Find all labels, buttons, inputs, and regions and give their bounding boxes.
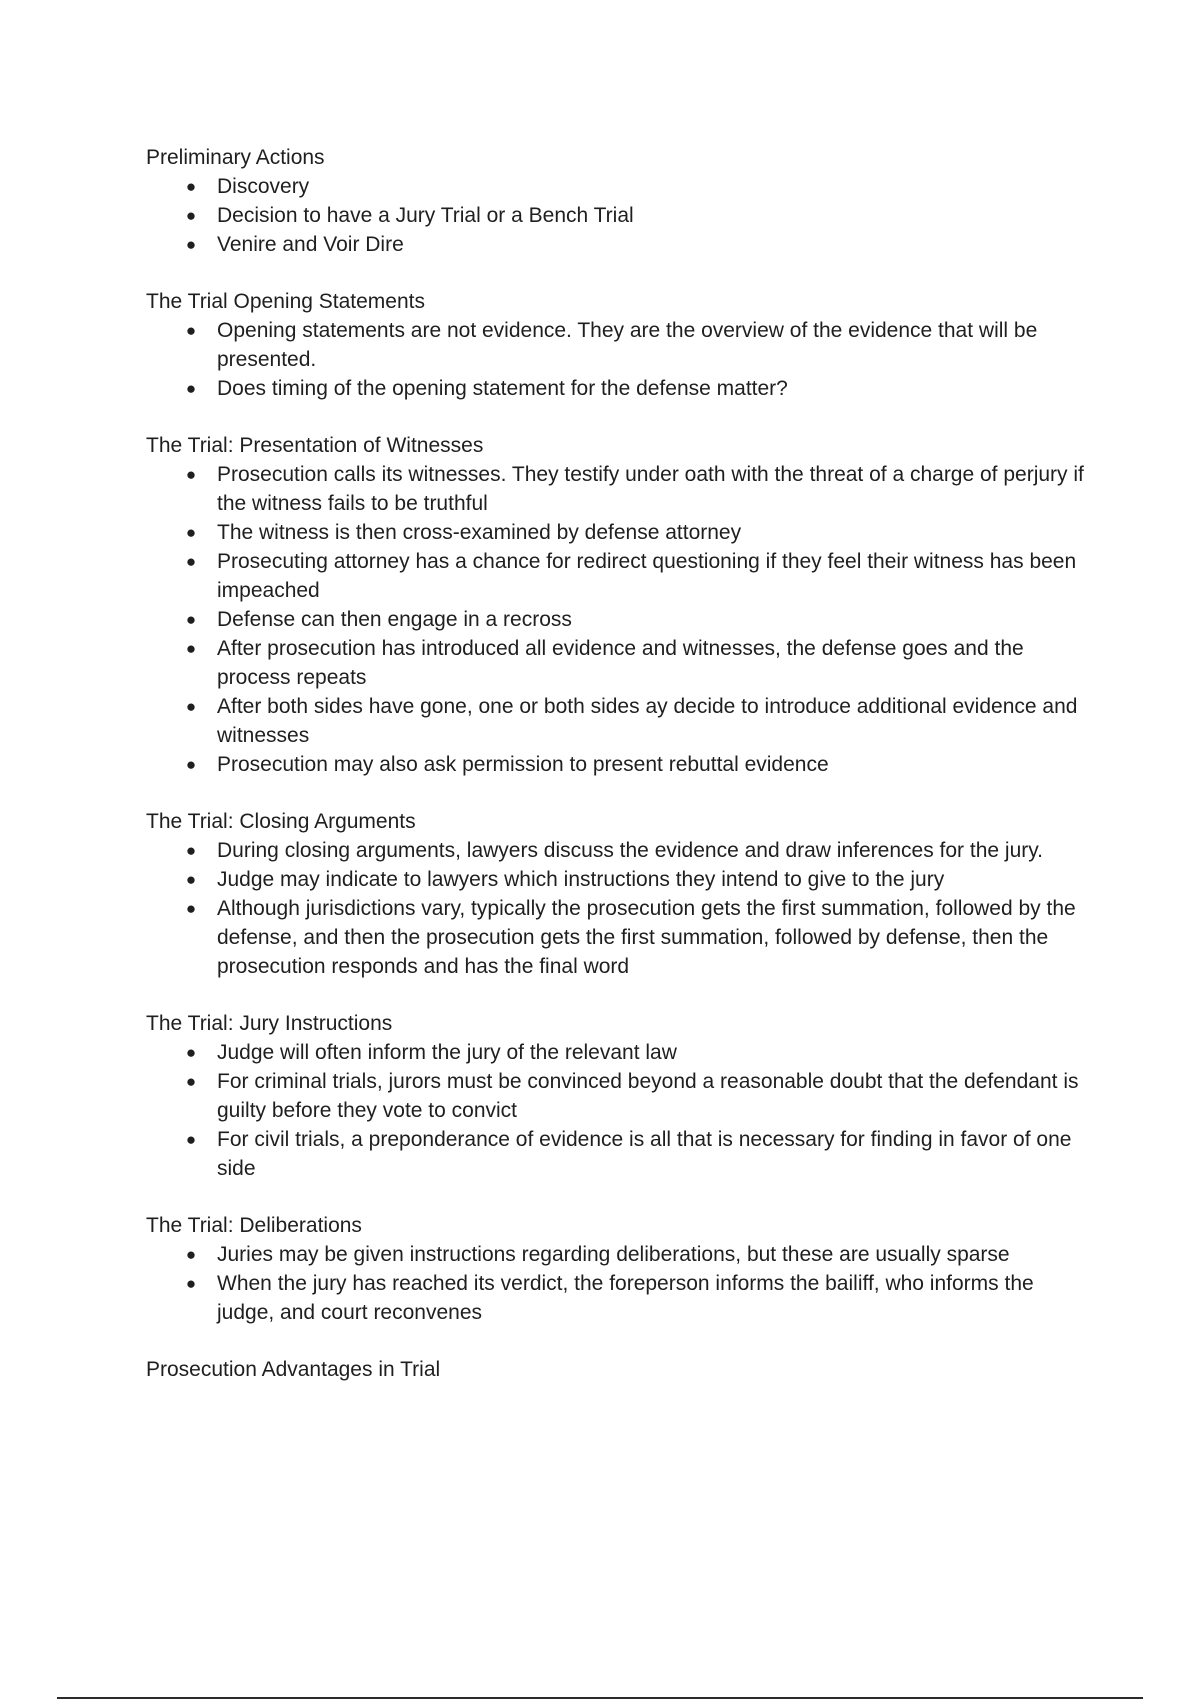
- document-page: [146, 143, 1096, 1412]
- list-item: [185, 865, 1096, 894]
- list-item-text: After both sides have gone, one or both sides ay decide to introduce additional evidence and witnesses: [217, 695, 1078, 747]
- list-item: [185, 1067, 1096, 1125]
- list-item-text: Does timing of the opening statement for the defense matter?: [217, 377, 788, 400]
- section-heading: Prosecution Advantages in Trial: [146, 1358, 441, 1381]
- list-item: [185, 1240, 1096, 1269]
- bullet-icon: ●: [185, 321, 197, 340]
- list-item: [185, 374, 1096, 403]
- list-item-text: For criminal trials, jurors must be convinced beyond a reasonable doubt that the defendant is guilty before they vote to convict: [217, 1070, 1079, 1122]
- list-item: [185, 894, 1096, 981]
- bullet-icon: ●: [185, 379, 197, 398]
- page-bottom-rule: [57, 1697, 1143, 1699]
- list-item: [185, 547, 1096, 605]
- section-jury-instructions: [146, 1009, 1096, 1183]
- list-item: [185, 316, 1096, 374]
- bullet-list: [146, 836, 1096, 981]
- bullet-icon: ●: [185, 1245, 197, 1264]
- bullet-icon: ●: [185, 523, 197, 542]
- section-heading: The Trial Opening Statements: [146, 290, 425, 313]
- bullet-list: [146, 172, 1096, 259]
- list-item-text: Prosecuting attorney has a chance for redirect questioning if they feel their witness has been impeached: [217, 550, 1077, 602]
- section-prosecution-advantages: [146, 1355, 1096, 1384]
- bullet-icon: ●: [185, 1130, 197, 1149]
- bullet-icon: ●: [185, 697, 197, 716]
- section-heading: The Trial: Presentation of Witnesses: [146, 434, 484, 457]
- list-item-text: Prosecution calls its witnesses. They testify under oath with the threat of a charge of perjury if the witness fails to be truthful: [217, 463, 1084, 515]
- list-item: [185, 518, 1096, 547]
- bullet-icon: ●: [185, 177, 197, 196]
- list-item: [185, 1269, 1096, 1327]
- section-heading: The Trial: Closing Arguments: [146, 810, 416, 833]
- bullet-icon: ●: [185, 235, 197, 254]
- list-item-text: The witness is then cross-examined by defense attorney: [217, 521, 742, 544]
- bullet-list: [146, 316, 1096, 403]
- section-deliberations: [146, 1211, 1096, 1327]
- list-item-text: Decision to have a Jury Trial or a Bench Trial: [217, 204, 634, 227]
- list-item: [185, 1038, 1096, 1067]
- section-opening-statements: [146, 287, 1096, 403]
- list-item-text: Judge may indicate to lawyers which instructions they intend to give to the jury: [217, 868, 945, 891]
- list-item: [185, 201, 1096, 230]
- list-item-text: Discovery: [217, 175, 310, 198]
- bullet-list: [146, 1038, 1096, 1183]
- bullet-icon: ●: [185, 1072, 197, 1091]
- bullet-list: [146, 1240, 1096, 1327]
- section-presentation-of-witnesses: [146, 431, 1096, 779]
- bullet-icon: ●: [185, 870, 197, 889]
- list-item-text: Judge will often inform the jury of the relevant law: [217, 1041, 677, 1064]
- list-item: [185, 230, 1096, 259]
- bullet-icon: ●: [185, 1043, 197, 1062]
- list-item: [185, 750, 1096, 779]
- list-item: [185, 836, 1096, 865]
- list-item-text: Although jurisdictions vary, typically the prosecution gets the first summation, followed by the defense, and then the prosecution gets the first summation, followed by defense, then the prosecution responds and has the final word: [217, 897, 1076, 978]
- section-heading: The Trial: Deliberations: [146, 1214, 362, 1237]
- list-item: [185, 605, 1096, 634]
- bullet-icon: ●: [185, 610, 197, 629]
- bullet-icon: ●: [185, 1274, 197, 1293]
- list-item-text: After prosecution has introduced all evidence and witnesses, the defense goes and the process repeats: [217, 637, 1024, 689]
- bullet-list: [146, 460, 1096, 779]
- bullet-icon: ●: [185, 465, 197, 484]
- list-item-text: Prosecution may also ask permission to present rebuttal evidence: [217, 753, 829, 776]
- list-item: [185, 1125, 1096, 1183]
- list-item: [185, 634, 1096, 692]
- section-preliminary-actions: [146, 143, 1096, 259]
- section-heading: Preliminary Actions: [146, 146, 325, 169]
- list-item-text: When the jury has reached its verdict, the foreperson informs the bailiff, who informs the judge, and court reconvenes: [217, 1272, 1034, 1324]
- section-closing-arguments: [146, 807, 1096, 981]
- bullet-icon: ●: [185, 755, 197, 774]
- list-item-text: Venire and Voir Dire: [217, 233, 404, 256]
- bullet-icon: ●: [185, 639, 197, 658]
- bullet-icon: ●: [185, 899, 197, 918]
- section-heading: The Trial: Jury Instructions: [146, 1012, 393, 1035]
- list-item-text: Defense can then engage in a recross: [217, 608, 572, 631]
- bullet-icon: ●: [185, 206, 197, 225]
- list-item: [185, 460, 1096, 518]
- list-item-text: During closing arguments, lawyers discuss the evidence and draw inferences for the jury.: [217, 839, 1044, 862]
- bullet-icon: ●: [185, 841, 197, 860]
- list-item: [185, 692, 1096, 750]
- list-item-text: Opening statements are not evidence. They are the overview of the evidence that will be presented.: [217, 319, 1038, 371]
- bullet-icon: ●: [185, 552, 197, 571]
- list-item: [185, 172, 1096, 201]
- list-item-text: For civil trials, a preponderance of evidence is all that is necessary for finding in favor of one side: [217, 1128, 1072, 1180]
- list-item-text: Juries may be given instructions regarding deliberations, but these are usually sparse: [217, 1243, 1010, 1266]
